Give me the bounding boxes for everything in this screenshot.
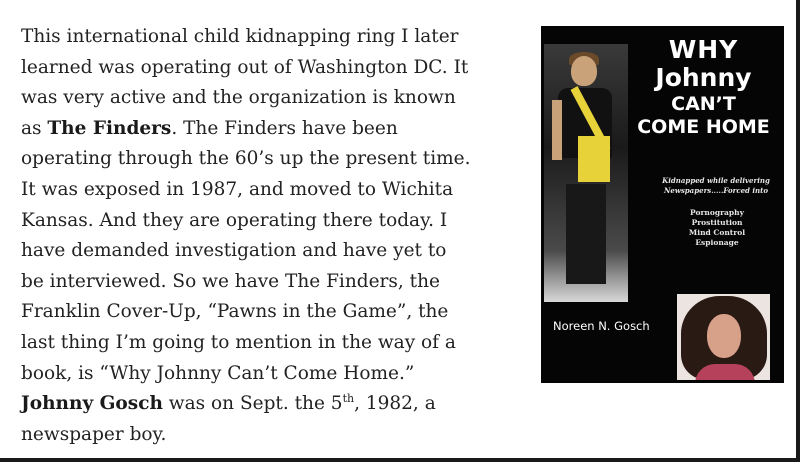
book-subtitle <box>651 176 781 196</box>
topic-item: Espionage <box>695 238 739 247</box>
title-line: WHY <box>668 35 739 64</box>
body-paragraph <box>21 22 511 450</box>
book-author: Noreen N. Gosch <box>553 319 650 333</box>
topic-item: Prostitution <box>691 218 743 227</box>
text-line: Franklin Cover-Up, “Pawns in the Game”, the <box>21 301 449 323</box>
text-line: was on Sept. the 5 <box>162 393 343 415</box>
topic-item: Pornography <box>690 208 744 217</box>
author-photo <box>677 294 770 380</box>
subtitle-line: Kidnapped while delivering <box>662 176 770 185</box>
text-line: last thing I’m going to mention in the way of a <box>21 331 456 353</box>
title-line: CAN’T <box>671 93 736 115</box>
text-line: , 1982, a <box>354 393 436 415</box>
subtitle-line: Newspapers.....Forced into <box>663 186 769 195</box>
topic-item: Mind Control <box>688 228 746 237</box>
text-line: as <box>21 117 48 139</box>
text-line: This international child kidnapping ring I later <box>21 26 459 47</box>
newspaper-bag <box>578 136 610 182</box>
boy-photo <box>544 44 628 302</box>
text-line: book, is “Why Johnny Can’t Come Home.” <box>21 362 415 384</box>
ordinal-suffix: th <box>342 391 355 405</box>
book-title <box>621 36 784 139</box>
text-line: . The Finders have been <box>171 117 398 139</box>
bold-the-finders: The Finders <box>47 117 172 139</box>
book-topics <box>661 208 773 248</box>
book-cover-image <box>541 26 784 383</box>
text-line: It was exposed in 1987, and moved to Wichita <box>21 178 454 200</box>
title-line: Johnny <box>655 63 752 92</box>
text-line: operating through the 60’s up the present time. <box>21 148 471 170</box>
text-line: have demanded investigation and have yet to <box>21 240 447 262</box>
text-line: Kansas. And they are operating there today. I <box>21 209 448 231</box>
text-line: newspaper boy. <box>21 423 167 445</box>
bold-johnny-gosch: Johnny Gosch <box>21 393 163 415</box>
text-line: was very active and the organization is known <box>21 87 456 109</box>
title-line: COME HOME <box>637 116 770 138</box>
text-line: be interviewed. So we have The Finders, the <box>21 270 440 292</box>
text-line: learned was operating out of Washington DC. It <box>21 56 469 78</box>
